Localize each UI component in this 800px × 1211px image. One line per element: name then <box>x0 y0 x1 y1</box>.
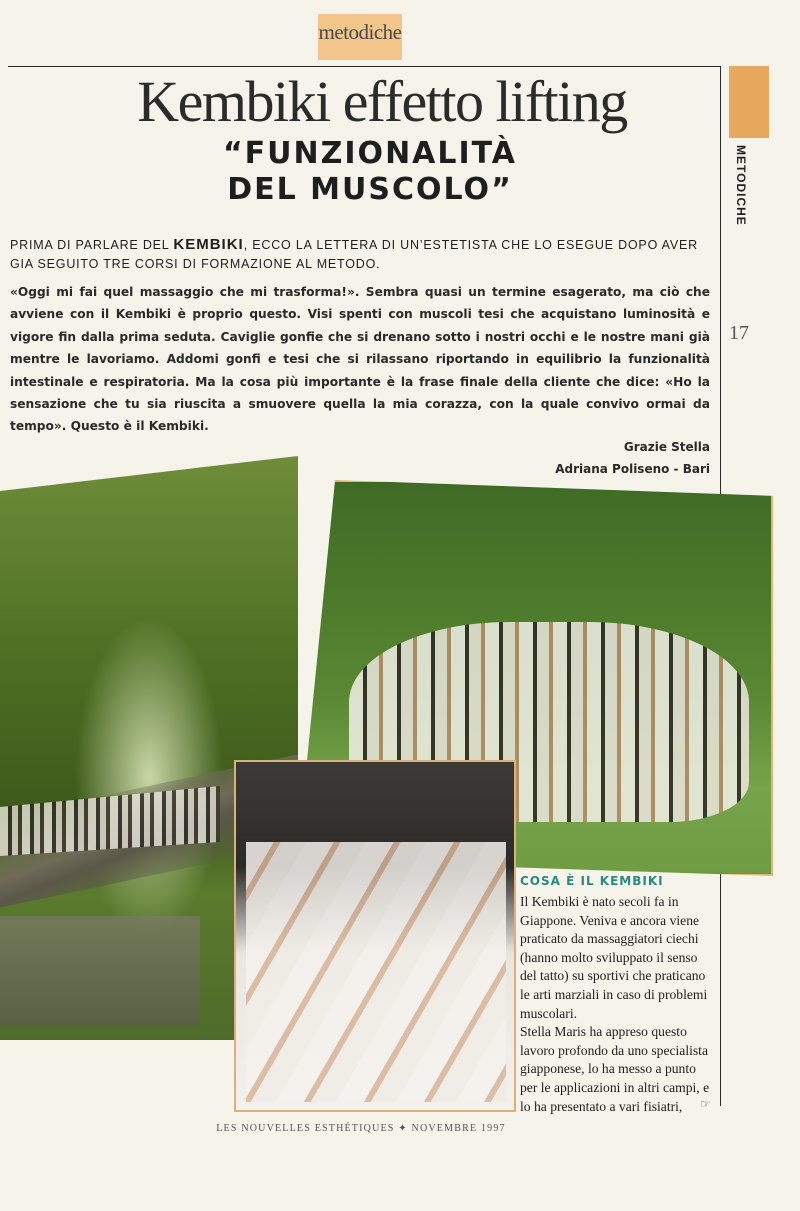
headline: Kembiki effetto lifting <box>137 69 627 134</box>
intro-after: , ECCO LA LETTERA DI UN’ESTETISTA CHE LO ESEGUE DOPO AVER GIA SEGUITO TRE CORSI DI FORMAZIONE AL METODO. <box>10 238 698 271</box>
section-tag <box>318 14 402 60</box>
hands-photo <box>234 760 516 1112</box>
park-wall-shape <box>0 916 200 1026</box>
letter-body: «Oggi mi fai quel massaggio che mi trasforma!». Sembra quasi un termine esagerato, ma ciò che avviene con il Kembiki è proprio questo. Visi spenti con muscoli tesi che acquistano luminosità e vigore fin dalla prima seduta. Caviglie gonfie che si drenano sotto i nostri occhi e le nostre mani già mentre le lavoriamo. Addomi gonfi e tesi che si rilassano riportando in equilibrio la funzionalità intestinale e respiratoria. Ma la cosa più importante è la frase finale della cliente che dice: «Ho la sensazione che tu sia riuscita a smuovere quella la mia corazza, con la quale convivo ormai da tempo». Questo è il Kembiki. <box>10 285 710 434</box>
pointing-hand-icon: ☞ <box>700 1097 711 1111</box>
subheadline <box>110 136 630 208</box>
intro-paragraph <box>10 235 710 274</box>
sidebar-body <box>520 893 716 1116</box>
frame-top-rule <box>8 66 720 67</box>
side-section-label: METODICHE <box>734 145 748 226</box>
intro-before: PRIMA DI PARLARE DEL <box>10 238 174 252</box>
sidebar-paragraph-1: Il Kembiki è nato secoli fa in Giappone. Veniva e ancora viene praticato da massaggiatori ciechi (hanno molto sviluppato il senso del tatto) su sportivi che praticano le arti marziali in caso di problemi muscolari. <box>520 894 708 1021</box>
subheadline-line-2: DEL MUSCOLO” <box>227 172 513 207</box>
subheadline-line-1: “FUNZIONALITÀ <box>222 136 518 171</box>
signature-line-2: Adriana Poliseno - Bari <box>555 462 710 476</box>
section-label: metodiche <box>318 20 402 44</box>
hands-figures-shape <box>246 842 506 1102</box>
signature-line-1: Grazie Stella <box>623 440 710 454</box>
page-number: 17 <box>729 322 749 344</box>
sidebar-paragraph-2: Stella Maris ha appreso questo lavoro profondo da uno specialista giapponese, lo ha messo a punto per le applicazioni in altri campi, e lo ha presentato a vari fisiatri, <box>520 1024 710 1114</box>
sidebar-title: COSA È IL KEMBIKI <box>520 874 664 888</box>
footer-credit: LES NOUVELLES ESTHÉTIQUES ✦ NOVEMBRE 1997 <box>216 1123 506 1134</box>
intro-brand: KEMBIKI <box>173 236 244 253</box>
side-color-tab <box>729 66 769 138</box>
